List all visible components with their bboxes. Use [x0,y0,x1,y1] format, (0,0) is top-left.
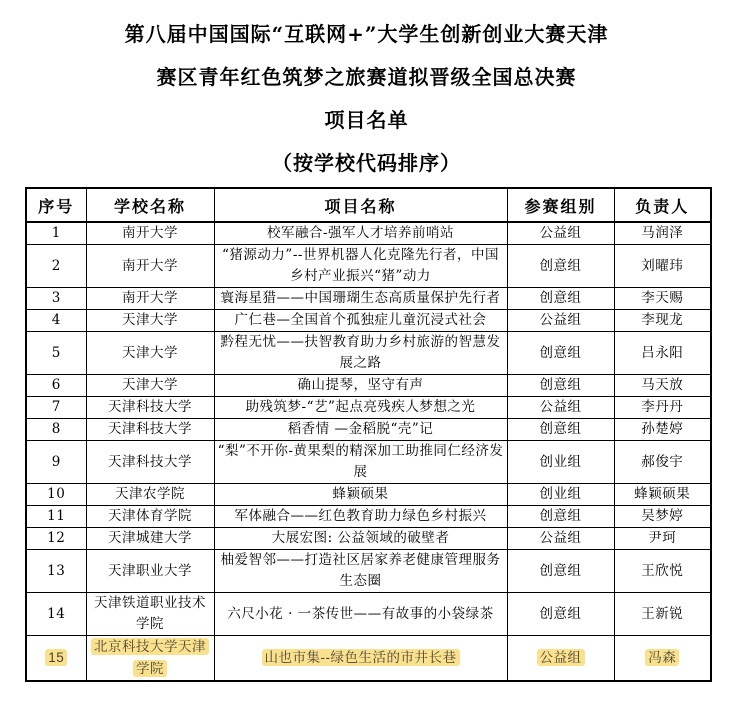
document-title [0,0,733,185]
cell-school-name: 南开大学 [86,288,214,310]
cell-leader-name: 李天赐 [614,288,711,310]
cell-project-name: 广仁巷—全国首个孤独症儿童沉浸式社会 [214,310,507,332]
table-row [26,332,711,375]
table-row [26,310,711,332]
table-row [26,528,711,550]
cell-serial-number: 10 [26,484,86,506]
cell-project-name: 黔程无忧——扶智教育助力乡村旅游的智慧发展之路 [214,332,507,375]
cell-project-name: 六尺小花 · 一茶传世——有故事的小袋绿茶 [214,593,507,636]
table-row [26,222,711,245]
cell-contest-group: 创意组 [507,550,614,593]
cell-contest-group: 创意组 [507,332,614,375]
header-no: 序号 [26,188,86,222]
cell-serial-number: 3 [26,288,86,310]
cell-serial-number: 12 [26,528,86,550]
cell-project-name: “猪源动力”--世界机器人化克隆先行者，中国乡村产业振兴“猪”动力 [214,245,507,288]
table-row [26,375,711,397]
cell-project-name: 军体融合——红色教育助力绿色乡村振兴 [214,506,507,528]
cell-contest-group: 创意组 [507,375,614,397]
cell-serial-number: 4 [26,310,86,332]
table-row [26,419,711,441]
cell-serial-number: 1 [26,222,86,245]
cell-serial-number: 9 [26,441,86,484]
cell-contest-group: 创意组 [507,419,614,441]
cell-school-name: 天津科技大学 [86,397,214,419]
cell-leader-name: 李现龙 [614,310,711,332]
header-row [26,188,711,222]
cell-leader-name: 吴梦婷 [614,506,711,528]
cell-leader-name: 尹珂 [614,528,711,550]
cell-school-name: 天津大学 [86,375,214,397]
cell-project-name: 大展宏图: 公益领域的破壁者 [214,528,507,550]
cell-contest-group: 创意组 [507,245,614,288]
cell-leader-name: 郝俊宇 [614,441,711,484]
title-line-1: 第八届中国国际“互联网+”大学生创新创业大赛天津 [124,22,609,46]
cell-contest-group: 公益组 [507,397,614,419]
cell-school-name: 天津体育学院 [86,506,214,528]
cell-leader-name: 蜂颖硕果 [614,484,711,506]
cell-contest-group: 创意组 [507,288,614,310]
cell-school-name: 北京科技大学天津学院 [86,636,214,682]
cell-project-name: 蜂颖硕果 [214,484,507,506]
cell-school-name: 天津城建大学 [86,528,214,550]
cell-project-name: 稻香情 —金稻脱“壳”记 [214,419,507,441]
cell-contest-group: 公益组 [507,636,614,682]
cell-school-name: 天津农学院 [86,484,214,506]
cell-project-name: 校军融合-强军人才培养前哨站 [214,222,507,245]
cell-leader-name: 马润泽 [614,222,711,245]
cell-project-name: 山也市集--绿色生活的市井长巷 [214,636,507,682]
header-school: 学校名称 [86,188,214,222]
cell-school-name: 天津大学 [86,332,214,375]
table-row [26,441,711,484]
cell-serial-number: 5 [26,332,86,375]
cell-serial-number: 2 [26,245,86,288]
title-line-3: 项目名单 [324,108,409,132]
cell-serial-number: 14 [26,593,86,636]
cell-contest-group: 公益组 [507,222,614,245]
table-row [26,288,711,310]
cell-leader-name: 李丹丹 [614,397,711,419]
cell-project-name: 柚爱智邻——打造社区居家养老健康管理服务生态圈 [214,550,507,593]
cell-school-name: 南开大学 [86,222,214,245]
header-leader: 负责人 [614,188,711,222]
cell-leader-name: 王欣悦 [614,550,711,593]
cell-leader-name: 刘曜玮 [614,245,711,288]
table-body [26,222,711,681]
cell-leader-name: 冯森 [614,636,711,682]
header-project: 项目名称 [214,188,507,222]
cell-school-name: 天津铁道职业技术学院 [86,593,214,636]
table-row [26,636,711,682]
cell-leader-name: 马天放 [614,375,711,397]
cell-serial-number: 11 [26,506,86,528]
cell-school-name: 天津科技大学 [86,419,214,441]
cell-leader-name: 孙楚婷 [614,419,711,441]
header-group: 参赛组别 [507,188,614,222]
cell-serial-number: 7 [26,397,86,419]
table-row [26,397,711,419]
cell-school-name: 天津大学 [86,310,214,332]
table-row [26,506,711,528]
table-row [26,593,711,636]
cell-school-name: 南开大学 [86,245,214,288]
table-row [26,484,711,506]
cell-school-name: 天津职业大学 [86,550,214,593]
cell-contest-group: 公益组 [507,528,614,550]
cell-project-name: 寰海星猎——中国珊瑚生态高质量保护先行者 [214,288,507,310]
cell-contest-group: 创业组 [507,484,614,506]
cell-serial-number: 13 [26,550,86,593]
title-line-4: （按学校代码排序） [272,151,461,175]
cell-contest-group: 创意组 [507,506,614,528]
cell-serial-number: 8 [26,419,86,441]
cell-serial-number: 15 [26,636,86,682]
cell-project-name: 确山提琴，坚守有声 [214,375,507,397]
cell-project-name: 助残筑梦-“艺”起点亮残疾人梦想之光 [214,397,507,419]
cell-contest-group: 创意组 [507,593,614,636]
cell-leader-name: 王新锐 [614,593,711,636]
cell-project-name: “梨”不开你-黄果梨的精深加工助推同仁经济发展 [214,441,507,484]
cell-serial-number: 6 [26,375,86,397]
table-row [26,245,711,288]
cell-contest-group: 公益组 [507,310,614,332]
title-line-2: 赛区青年红色筑梦之旅赛道拟晋级全国总决赛 [156,65,577,89]
cell-contest-group: 创业组 [507,441,614,484]
cell-school-name: 天津科技大学 [86,441,214,484]
project-roster-table [25,187,712,682]
cell-leader-name: 吕永阳 [614,332,711,375]
table-row [26,550,711,593]
